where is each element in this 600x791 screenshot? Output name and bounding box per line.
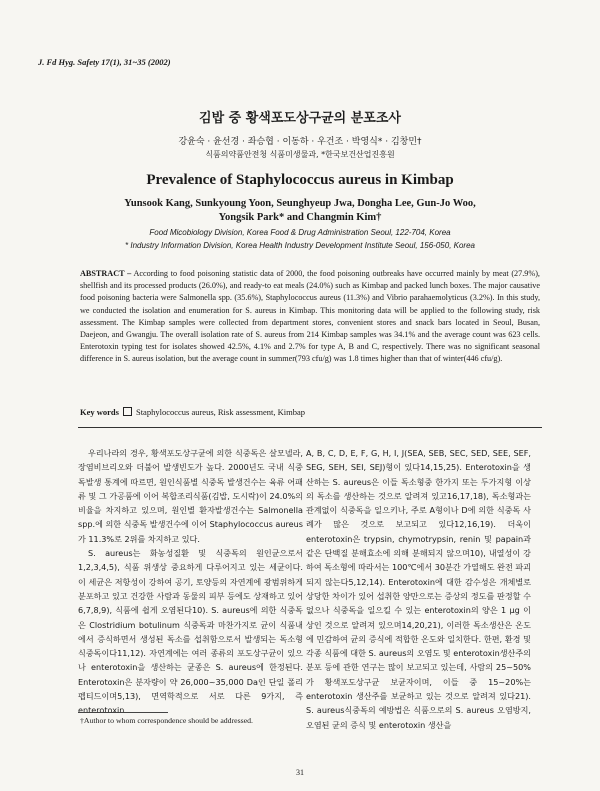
keywords-text: Staphylococcus aureus, Risk assessment, Kimbap xyxy=(135,407,305,417)
section-divider xyxy=(78,427,542,428)
body-column-right xyxy=(306,446,531,732)
abstract-label: ABSTRACT – xyxy=(80,269,132,278)
english-authors-line1: Yunsook Kang, Sunkyoung Yoon, Seunghyeup Jwa, Dongha Lee, Gun-Jo Woo, xyxy=(124,198,476,209)
keywords xyxy=(80,407,540,417)
page-number: 31 xyxy=(296,768,304,777)
body-paragraph: S. aureus는 화농성질환 및 식중독의 원인균으로서1,2,3,4,5), 식품 위생상 중요하게 다루어지고 있는 세균이다. 이 세균은 저항성이 강하여 공기, 토양등의 자연계에 광범위하게 분포하고 있고 건강한 사람과 동물의 피부 등에도 상재하고 있어6,7,8,9), 식품에 쉽게 오염된다10). S. aureus에 의한 식중독은 Clostridium botulinum 식중독과 마찬가지로 균이 식품내에서 증식하면서 생성된 독소를 섭취함으로서 발생되는 독소형 식중독이다11,12). 자연계에는 여러 종류의 포도상구균이 있으나 enterotoxin을 생산하는 균종은 S. aureus에 한정된다. Enterotoxin은 분자량이 약 26,000~35,000 Da인 단일 폴리펩티드이며5,13), 면역학적으로 서로 다른 9가지, 즉 enterotoxin xyxy=(78,548,303,716)
abstract xyxy=(80,268,540,366)
english-title: Prevalence of Staphylococcus aureus in Kimbap xyxy=(146,172,454,188)
keywords-label: Key words xyxy=(80,407,119,417)
body-paragraph: 우리나라의 경우, 황색포도상구균에 의한 식중독은 살모넬라, 장염비브리오와 더불어 발생빈도가 높다. 2000년도 국내 식중독발생 통계에 따르면, 원인식품별 식중독 발생건수는 육류 어패류 및 그 가공품에 이어 복합조리식품(김밥, 도시락)이 24.0%의 비율을 차지하고 있으며, 원인별 환자발생건수는 Salmonella spp.에 의한 식중독 발생건수에 이어 Staphylococcus aureus가 11.3%로 2위를 차지하고 있다. xyxy=(78,448,303,544)
english-authors-line2: Yongsik Park* and Changmin Kim† xyxy=(218,212,382,223)
korean-title: 김밥 중 황색포도상구균의 분포조사 xyxy=(199,111,401,126)
body-paragraph: A, B, C, D, E, F, G, H, I, J(SEA, SEB, SEC, SED, SEE, SEF, SEG, SEH, SEI, SEJ)형이 있다14,15,25). Enterotoxin을 생산하는 S. aureus은 이들 독소형중 한가지 또는 두가지형 이상의 독소를 생산하는 것으로 알려져 있고16,17,18), 독소형과는 관계없이 식중독을 일으키나, 주로 A형이나 D에 의한 식중독 사례가 많은 것으로 보고되고 있다12,16,19). 더욱이 enterotoxin은 trypsin, chymotrypsin, renin 및 papain과 같은 단백질 분해효소에 의해 분해되지 않으며10), 내열성이 강하여 독소형에 따라서는 100℃에서 30분간 가열해도 완전 파괴되지 않는다5,12,14). Enterotoxin에 대한 감수성은 개체별로 상당한 차이가 있어 섭취한 양만으로는 증상의 정도를 판정할 수 없으나 식중독을 일으킬 수 있는 enterotoxin의 양은 1 μg 이상인 것으로 알려져 있으며14,20,21), 이러한 독소생산은 온도에 민감하여 균의 증식에 적합한 온도와 일치한다. 한편, 환경 및 각종 식품에 대한 S. aureus의 오염도 및 enterotoxin생산주의 분포 등에 관한 연구는 많이 보고되고 있는데, 사람의 25~50%가 황색포도상구균 보균자이며, 이들 중 15~20%는 enterotoxin 생산주를 보균하고 있는 것으로 알려져 있다21). S. aureus식중독의 예방법은 식품으로의 S. aureus 오염방지, 오염된 균의 증식 및 enterotoxin 생산을 xyxy=(306,448,531,730)
journal-citation: J. Fd Hyg. Safety 17(1), 31~35 (2002) xyxy=(38,57,171,67)
abstract-text: According to food poisoning statistic data of 2000, the food poisoning outbreaks have occurred mainly by meat (27.9%), shellfish and its processed products (26.0%), and ready-to eat meals (24.0%) such as Kimbap and packed lunch boxes. The major causative food poisoning bacteria were Salmonella spp. (35.6%), Staphylococcus aureus (11.3%) and Vibrio parahaemolyticus (3.2%). In this study, we conducted the isolation and enumeration for S. aureus in Kimbap. This monitoring data will be applied to the following study, risk assessment. The Kimbap samples were collected from department stores, convenient stores and snack bars located in Seoul, Busan, Daejeon, and Gwangju. The overall isolation rate of S. aureus from 214 Kimbap samples was 34.1% and the average count was 623 cells. Enterotoxin typing test for isolates showed 42.5%, 4.1% and 2.7% for type A, B and C, respectively. There was no significant seasonal difference in S. aureus isolation, but the average count in summer(793 cfu/g) was 1.8 times higher than that of winter(446 cfu/g). xyxy=(80,269,540,364)
english-affiliation-1: Food Micobiology Division, Korea Food & Drug Administration Seoul, 122-704, Korea xyxy=(149,228,451,237)
footnote-divider xyxy=(78,712,168,713)
korean-authors: 강윤숙 · 윤선경 · 좌승협 · 이동하 · 우건조 · 박영식* · 김창민† xyxy=(178,137,422,147)
korean-affiliation: 식품의약품안전청 식품미생물과, *한국보건산업진흥원 xyxy=(205,150,395,159)
footnote: †Author to whom correspondence should be addressed. xyxy=(80,716,254,725)
checkbox-icon xyxy=(123,407,132,416)
english-affiliation-2: * Industry Information Division, Korea Health Industry Development Institute Seoul, 156-050, Korea xyxy=(125,241,475,250)
body-column-left xyxy=(78,446,303,718)
